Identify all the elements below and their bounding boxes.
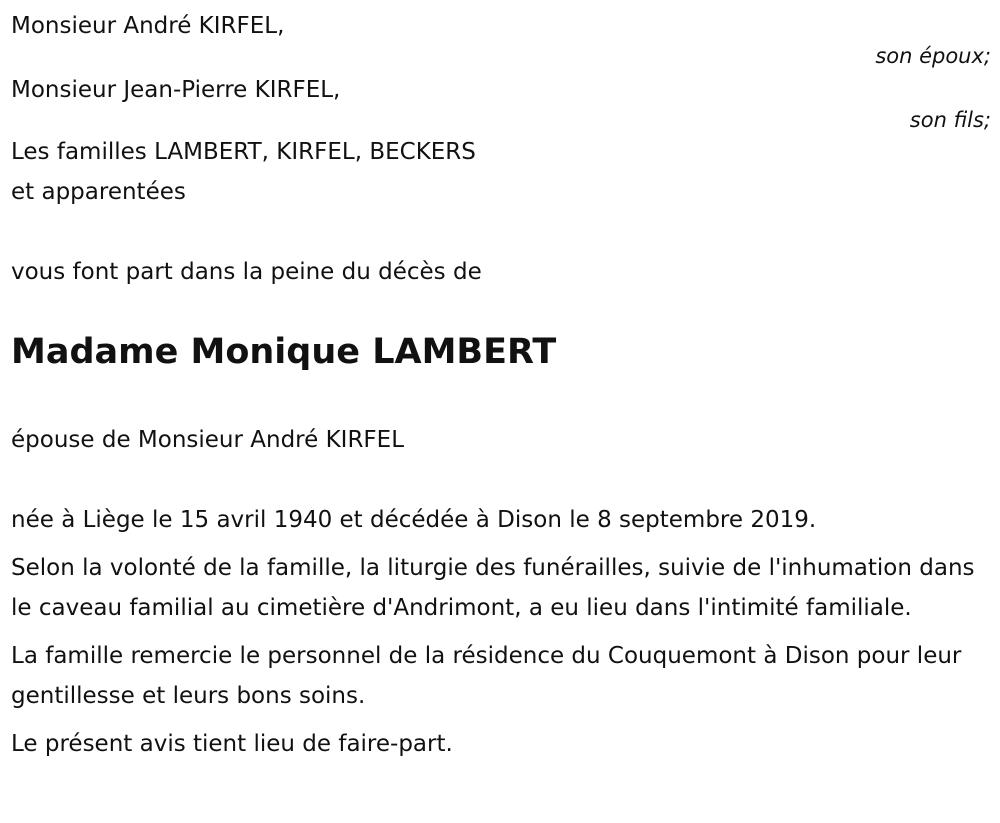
closing-paragraph: Le présent avis tient lieu de faire-part. [11, 731, 453, 757]
mourner-name: Monsieur Jean-Pierre KIRFEL, [11, 77, 341, 103]
spouse-line: épouse de Monsieur André KIRFEL [11, 427, 405, 453]
families-line-2: et apparentées [11, 179, 186, 205]
announcement [11, 252, 991, 292]
deceased-name-block [11, 332, 991, 372]
families-line-1: Les familles LAMBERT, KIRFEL, BECKERS [11, 139, 476, 165]
body-paragraphs [11, 500, 991, 764]
deceased-name: Madame Monique LAMBERT [11, 332, 557, 372]
families-block [11, 132, 991, 212]
funeral-paragraph: Selon la volonté de la famille, la liturgie des funérailles, suivie de l'inhumation dans le caveau familial au cimetière d'Andrimont, a eu lieu dans l'intimité familiale. [11, 555, 975, 621]
thanks-paragraph: La famille remercie le personnel de la résidence du Couquemont à Dison pour leur gentillesse et leurs bons soins. [11, 643, 962, 709]
mourner-spouse [11, 6, 991, 69]
announcement-text: vous font part dans la peine du décès de [11, 259, 482, 285]
mourner-son [11, 70, 991, 133]
mourner-relation: son époux; [875, 44, 991, 68]
mourner-relation: son fils; [909, 108, 991, 132]
mourner-name: Monsieur André KIRFEL, [11, 13, 285, 39]
spouse-block [11, 420, 991, 460]
birth-death-paragraph: née à Liège le 15 avril 1940 et décédée à Dison le 8 septembre 2019. [11, 507, 817, 533]
